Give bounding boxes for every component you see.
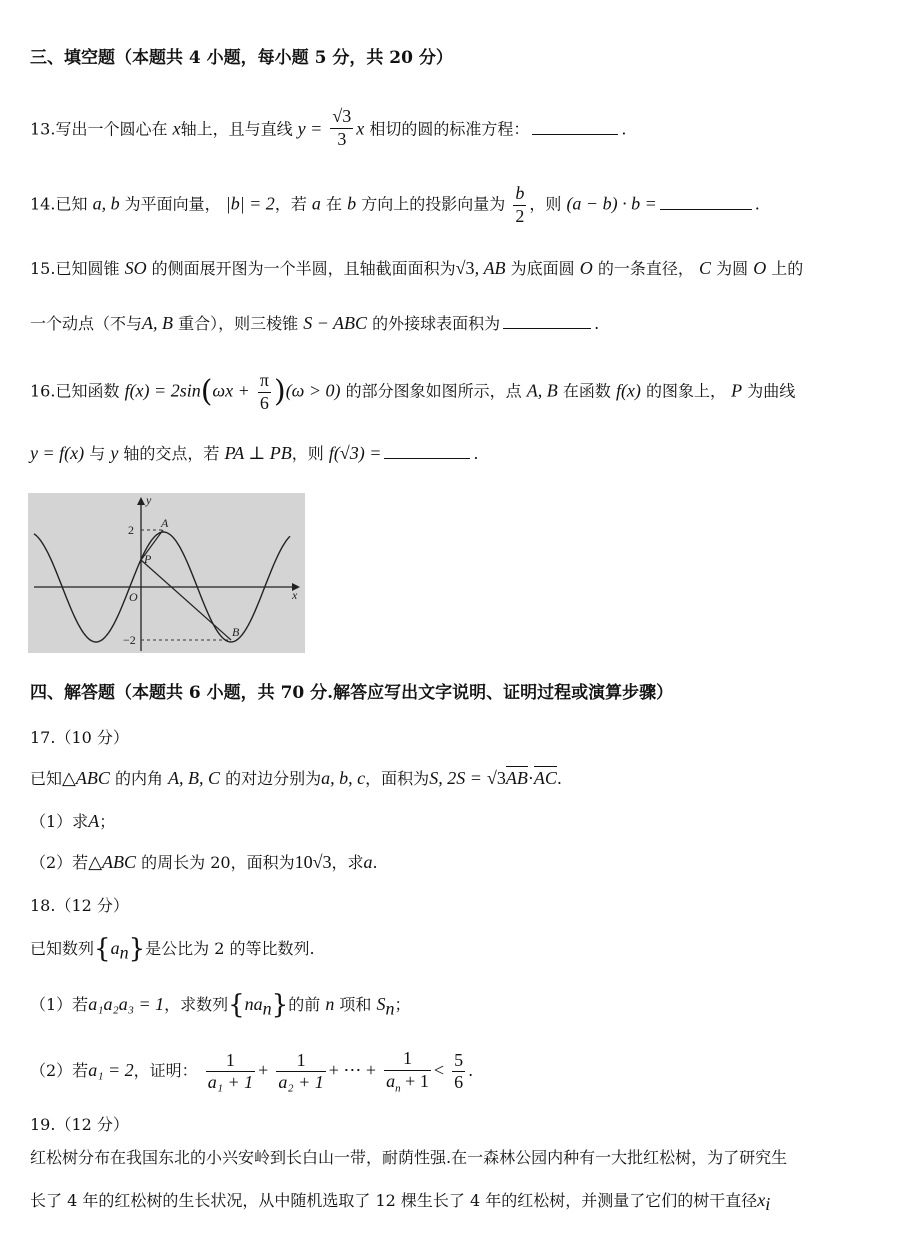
q16-f-sqrt3: f(√3) =: [328, 443, 382, 463]
label-a: A: [161, 516, 169, 530]
q18-part1: （1）若a₁a₂a₃ = 1，求数列$\{na_n\}$的前 n 项和 $S_n$；: [30, 990, 411, 1020]
q14-frac-num: b: [513, 183, 526, 206]
q15-end: .: [594, 314, 600, 333]
q18-frac-2: [276, 1050, 325, 1094]
q18-fracn-den-sub: n: [395, 1082, 401, 1095]
q17-text-b: 的内角: [114, 769, 163, 788]
question-13: [30, 108, 627, 152]
q18-head: 18.（12 分）: [30, 896, 129, 915]
q14-expression: (a − b) · b =: [566, 193, 657, 214]
label-y: y: [146, 493, 152, 507]
q15-ab2: A, B: [142, 313, 174, 333]
q18-frac-result-den: 6: [454, 1072, 464, 1093]
q18-n: n: [325, 994, 335, 1015]
q16-six: 6: [259, 392, 269, 413]
q17-p2-triangle: △ABC: [88, 852, 137, 872]
q18-frac-result: [452, 1050, 465, 1094]
q17-text-a: 已知: [30, 769, 63, 788]
q13-fraction: [330, 106, 353, 150]
q14-text-a: 已知: [55, 194, 88, 214]
q18-frac2-num: 1: [276, 1050, 325, 1073]
q18-frac2-den: a₂ + 1: [278, 1072, 324, 1093]
label-x: x: [292, 588, 298, 602]
label-two: 2: [128, 523, 134, 537]
q19-xi-sub: i: [765, 1194, 771, 1215]
q17-end: .: [556, 769, 562, 788]
q16-fx2: f(x): [615, 380, 641, 401]
q16-text-h: ，则: [291, 444, 324, 463]
q17-vec-ac: AC: [533, 768, 557, 788]
q16-condition: (ω > 0): [285, 380, 341, 401]
q17-vec-ab: AB: [505, 768, 528, 788]
q16-text-c: 在函数: [562, 381, 611, 401]
q15-text-i: 的外接球表面积为: [372, 314, 501, 333]
q15-text-f: 上的: [771, 259, 804, 278]
q13-end: .: [621, 119, 627, 139]
q17-p1-text: （1）求: [30, 812, 89, 831]
q18-dots: + ⋯ +: [328, 1060, 377, 1081]
q16-text-b: 的部分图象如图所示，点: [345, 381, 522, 401]
q17-p2-text-a: （2）若: [30, 853, 89, 872]
q16-text-f: 与: [89, 444, 106, 463]
q17-p2-end: .: [372, 853, 378, 872]
q17-sides: a, b, c: [321, 768, 366, 788]
q16-number: 16.: [30, 381, 56, 401]
q14-vectors: a, b: [92, 193, 120, 214]
q18-frac1-den: a₁ + 1: [207, 1072, 254, 1093]
q15-answer-blank[interactable]: [503, 328, 591, 329]
q13-y-eq: y =: [297, 118, 323, 139]
q17-part2: [30, 852, 378, 874]
question-15-line2: [30, 313, 599, 335]
q18-p1-text-a: （1）若: [30, 995, 89, 1015]
q16-text-g: 轴的交点，若: [123, 444, 220, 463]
question-15-line1: [30, 258, 803, 280]
q14-text-e: 方向上的投影向量为: [361, 194, 506, 214]
q18-an-sub: n: [119, 942, 129, 963]
sine-graph-figure: [28, 493, 305, 653]
q19-xi: x: [757, 1190, 766, 1210]
q15-text-a: 已知圆锥: [55, 259, 120, 278]
q15-text-e: 为圆: [716, 259, 749, 278]
q17-angles: A, B, C: [168, 768, 221, 788]
q18-text-b: 是公比为 2 的等比数列.: [145, 939, 315, 959]
q18-p2-text-a: （2）若: [30, 1061, 89, 1081]
q17-triangle: △ABC: [62, 768, 110, 788]
q18-text-a: 已知数列: [30, 939, 95, 959]
q17-part1: [30, 811, 115, 833]
q13-text-b: 轴上，且与直线: [180, 119, 293, 139]
label-b: B: [232, 625, 240, 639]
q17-text-c: 的对边分别为: [225, 769, 322, 788]
q15-ab: , AB: [474, 258, 506, 278]
q14-end: .: [754, 194, 760, 214]
q18-nan-sub: n: [262, 998, 272, 1019]
q18-p1-end: ；: [394, 995, 411, 1015]
q14-text-b: 为平面向量，: [124, 194, 221, 214]
label-neg-two: −2: [123, 633, 136, 647]
q18-p1-text-c: 的前: [288, 995, 321, 1015]
q15-so: SO: [124, 258, 147, 278]
q17-p2-area: 10√3: [294, 852, 332, 872]
q16-p: P: [731, 380, 743, 401]
q16-text-d: 的图象上，: [646, 381, 727, 401]
q15-o1: O: [579, 258, 593, 278]
q17-sqrt3: √3: [486, 768, 506, 788]
q15-sqrt3: √3: [455, 258, 475, 278]
q14-text-d: 在: [326, 194, 343, 214]
q18-fracn-den-a: a: [386, 1070, 396, 1091]
label-origin: O: [129, 590, 138, 604]
q16-perp: PA ⊥ PB: [224, 443, 292, 463]
q18-frac-n: [384, 1048, 431, 1095]
q18-end: .: [468, 1061, 474, 1081]
q17-p1-var: A: [88, 811, 100, 831]
q18-p2-text-b: ，证明：: [133, 1061, 198, 1081]
section4-title: 四、解答题（本题共 6 小题，共 70 分.解答应写出文字说明、证明过程或演算步骤）: [30, 683, 674, 703]
q13-answer-blank[interactable]: [532, 134, 618, 135]
q18-fracn-num: 1: [384, 1048, 431, 1071]
q14-text-f: ，则: [529, 194, 562, 214]
q19-line2: [30, 1190, 770, 1216]
q15-c: C: [698, 258, 711, 278]
q15-text-d: 的一条直径，: [597, 259, 694, 278]
q18-lt: <: [433, 1060, 444, 1081]
q15-o2: O: [753, 258, 767, 278]
label-p: P: [144, 552, 152, 566]
q16-y-fx: y = f(x): [30, 443, 85, 463]
q17-statement: [30, 768, 562, 790]
q13-text-a: 写出一个圆心在: [55, 119, 168, 139]
q19-line1: 红松树分布在我国东北的小兴安岭到长白山一带，耐荫性强.在一森林公园内种有一大批红松树，为了研究生: [30, 1148, 788, 1167]
q14-text-c: ，若: [274, 194, 307, 214]
q13-var-x2: x: [356, 118, 365, 139]
q14-norm: |b| = 2: [225, 193, 275, 214]
q14-number: 14.: [30, 194, 56, 214]
section3-title: 三、填空题（本题共 4 小题，每小题 5 分，共 20 分）: [30, 48, 453, 68]
q17-p2-var: a: [363, 852, 373, 872]
q18-p1-text-d: 项和: [339, 995, 372, 1015]
q17-p2-text-c: ，求: [331, 853, 364, 872]
q16-ab: A, B: [526, 380, 558, 401]
q18-sn-sub: n: [385, 998, 395, 1019]
q16-fraction: [258, 370, 271, 414]
q17-p1-end: ；: [99, 812, 116, 831]
q17-text-d: ，面积为: [365, 769, 430, 788]
q14-answer-blank[interactable]: [660, 209, 752, 210]
q16-answer-blank[interactable]: [384, 458, 470, 459]
q13-text-c: 相切的圆的标准方程：: [369, 119, 530, 139]
q18-frac-1: [206, 1050, 255, 1094]
q16-pi: π: [258, 370, 271, 393]
q13-frac-den: 3: [337, 128, 347, 149]
q19-head: 19.（12 分）: [30, 1115, 129, 1134]
q16-end: .: [473, 444, 479, 463]
q18-part2: （2）若a₁ = 2，证明： $\frac{1}{\text{a₁ + 1}}$ + $\frac{1}{\text{a₂ + 1}}$ + ⋯ + $\frac{1}{a_n + 1}$ < $\frac{5}{6}$ .: [30, 1048, 474, 1095]
q18-statement: 已知数列$\{a_n\}$是公比为 2 的等比数列.: [30, 934, 315, 964]
question-16-line2: [30, 443, 479, 465]
q17-head: 17.（10 分）: [30, 728, 129, 747]
q15-text-c: 为底面圆: [510, 259, 575, 278]
q16-y: y: [110, 443, 119, 463]
q16-omega-x: ωx +: [212, 380, 250, 401]
q17-s-eq: S, 2S =: [429, 768, 482, 788]
q18-sn: S: [376, 994, 386, 1015]
q15-number: 15.: [30, 259, 56, 278]
q16-text-a: 已知函数: [55, 381, 120, 401]
q14-vec-a: a: [311, 193, 321, 214]
q14-vec-b: b: [347, 193, 357, 214]
q16-fx: f(x) = 2sin: [124, 380, 201, 401]
q17-p2-text-b: 的周长为 20，面积为: [141, 853, 295, 872]
q18-p2-eq: a₁ = 2: [88, 1060, 134, 1081]
question-14: [30, 183, 760, 227]
q18-p1-eq: a₁a₂a₃ = 1: [88, 994, 165, 1015]
q15-text-b: 的侧面展开图为一个半圆，且轴截面面积为: [151, 259, 456, 278]
q18-p1-text-b: ，求数列: [164, 995, 229, 1015]
q14-fraction: [513, 183, 526, 227]
q18-frac1-num: 1: [206, 1050, 255, 1073]
q15-text-g: 一个动点（不与: [30, 314, 143, 333]
q16-text-e: 为曲线: [747, 381, 796, 401]
q15-text-h: 重合），则三棱锥: [178, 314, 299, 333]
q18-fracn-den-b: + 1: [400, 1070, 429, 1091]
q13-number: 13.: [30, 119, 56, 139]
q18-an: a: [110, 938, 120, 959]
q18-frac-result-num: 5: [452, 1050, 465, 1073]
q17-dot: ·: [527, 768, 534, 788]
question-16-line1: 16.已知函数 f(x) = 2sin(ωx + $\frac{\pi}{6}$ )(ω > 0) 的部分图象如图所示，点 A, B 在函数 f(x) 的图象上， P 为曲线: [30, 370, 796, 413]
q13-frac-num: √3: [330, 106, 353, 129]
q19-line2-text: 长了 4 年的红松树的生长状况，从中随机选取了 12 棵生长了 4 年的红松树，并测量了它们的树干直径: [30, 1191, 758, 1210]
q13-var-x: x: [172, 118, 181, 139]
q18-nan: na: [244, 994, 263, 1015]
q15-sabc: S − ABC: [303, 313, 368, 333]
q14-frac-den: 2: [515, 205, 525, 226]
